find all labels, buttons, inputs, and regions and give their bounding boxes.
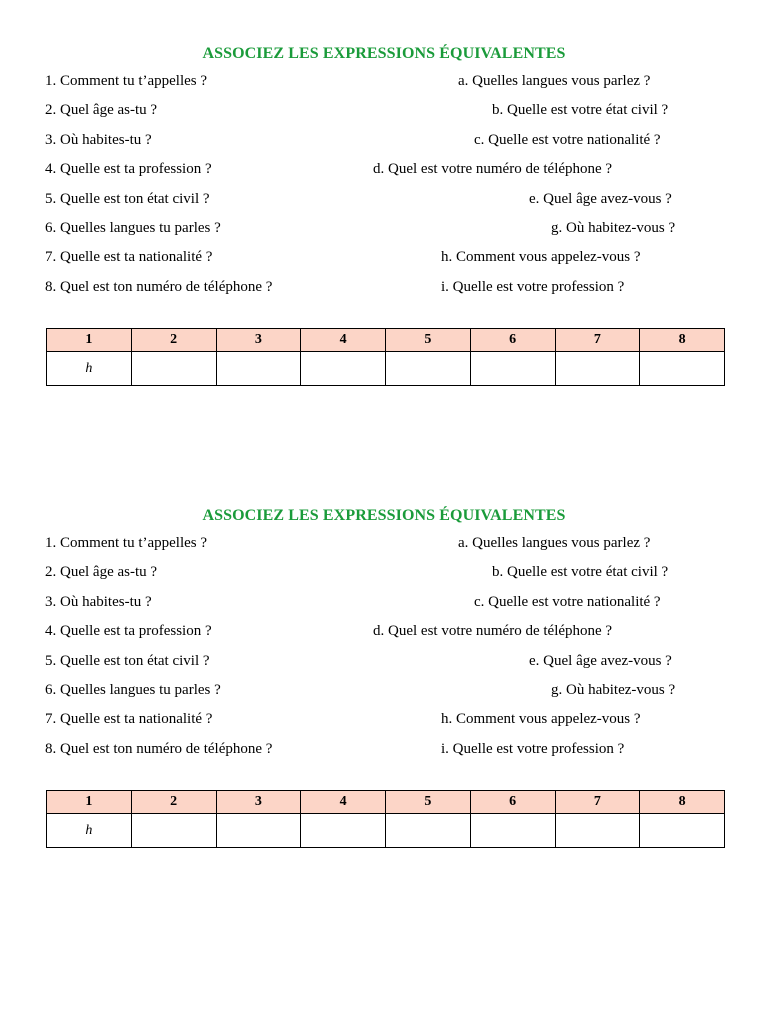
answer-grid-cell[interactable] — [640, 352, 725, 386]
answer-item: e. Quel âge avez-vous ? — [529, 652, 672, 669]
answer-grid-cell[interactable] — [216, 814, 301, 848]
matching-row — [0, 159, 768, 188]
matching-row — [0, 592, 768, 621]
answer-grid-cell[interactable] — [470, 814, 555, 848]
answer-grid-header-cell: 1 — [47, 791, 132, 814]
answer-item: h. Comment vous appelez-vous ? — [441, 249, 641, 266]
answer-grid — [46, 790, 725, 848]
matching-list — [0, 66, 768, 302]
question-item: 3. Où habites-tu ? — [45, 131, 152, 148]
question-item: 8. Quel est ton numéro de téléphone ? — [45, 740, 273, 757]
answer-item: d. Quel est votre numéro de téléphone ? — [373, 623, 613, 640]
question-item: 2. Quel âge as-tu ? — [45, 102, 158, 119]
question-item: 1. Comment tu t’appelles ? — [45, 73, 208, 89]
answer-grid-cell[interactable] — [555, 814, 640, 848]
question-item: 5. Quelle est ton état civil ? — [45, 652, 210, 669]
answer-item: c. Quelle est votre nationalité ? — [474, 593, 661, 610]
answer-grid-header-cell: 5 — [386, 791, 471, 814]
answer-grid-cell[interactable] — [301, 814, 386, 848]
exercise-2 — [0, 504, 768, 838]
matching-list — [0, 528, 768, 764]
answer-grid-cell[interactable] — [301, 352, 386, 386]
matching-row — [0, 247, 768, 276]
question-item: 5. Quelle est ton état civil ? — [45, 190, 210, 207]
answer-grid-cell[interactable] — [216, 352, 301, 386]
answer-grid-header-cell: 4 — [301, 791, 386, 814]
exercise-1 — [0, 42, 768, 376]
matching-row — [0, 218, 768, 247]
answer-grid-header-cell: 3 — [216, 329, 301, 352]
answer-grid-value-row — [47, 352, 725, 386]
matching-row — [0, 189, 768, 218]
answer-grid-cell[interactable] — [470, 352, 555, 386]
answer-grid-cell[interactable] — [131, 352, 216, 386]
answer-grid-cell[interactable] — [386, 814, 471, 848]
matching-row — [0, 709, 768, 738]
answer-grid-header-cell: 2 — [131, 791, 216, 814]
question-item: 6. Quelles langues tu parles ? — [45, 220, 221, 236]
answer-item: i. Quelle est votre profession ? — [441, 278, 625, 295]
answer-grid-cell[interactable]: h — [47, 814, 132, 848]
answer-grid-header-row — [47, 791, 725, 814]
answer-grid-header-cell: 7 — [555, 791, 640, 814]
question-item: 2. Quel âge as-tu ? — [45, 564, 158, 581]
exercise-title: ASSOCIEZ LES EXPRESSIONS ÉQUIVALENTES — [202, 45, 566, 62]
question-item: 7. Quelle est ta nationalité ? — [45, 711, 213, 728]
matching-row — [0, 621, 768, 650]
answer-grid-cell[interactable] — [386, 352, 471, 386]
answer-item: e. Quel âge avez-vous ? — [529, 190, 672, 207]
answer-grid-value-row — [47, 814, 725, 848]
answer-grid-cell[interactable]: h — [47, 352, 132, 386]
question-item: 8. Quel est ton numéro de téléphone ? — [45, 278, 273, 295]
exercise-title: ASSOCIEZ LES EXPRESSIONS ÉQUIVALENTES — [202, 507, 566, 524]
question-item: 7. Quelle est ta nationalité ? — [45, 249, 213, 266]
answer-grid-cell[interactable] — [640, 814, 725, 848]
matching-row — [0, 533, 768, 562]
answer-grid-cell[interactable] — [131, 814, 216, 848]
answer-grid-header-cell: 8 — [640, 791, 725, 814]
answer-grid-header-cell: 3 — [216, 791, 301, 814]
answer-grid-header-cell: 6 — [470, 329, 555, 352]
question-item: 1. Comment tu t’appelles ? — [45, 535, 208, 551]
answer-grid-cell[interactable] — [555, 352, 640, 386]
answer-item: i. Quelle est votre profession ? — [441, 740, 625, 757]
answer-item: b. Quelle est votre état civil ? — [492, 564, 669, 581]
matching-row — [0, 651, 768, 680]
matching-row — [0, 130, 768, 159]
matching-row — [0, 71, 768, 100]
answer-grid-header-row — [47, 329, 725, 352]
question-item: 4. Quelle est ta profession ? — [45, 623, 212, 640]
matching-row — [0, 277, 768, 306]
answer-item: g. Où habitez-vous ? — [551, 220, 676, 236]
answer-grid-header-cell: 8 — [640, 329, 725, 352]
question-item: 6. Quelles langues tu parles ? — [45, 682, 221, 698]
matching-row — [0, 680, 768, 709]
answer-item: b. Quelle est votre état civil ? — [492, 102, 669, 119]
matching-row — [0, 739, 768, 768]
answer-grid-header-cell: 5 — [386, 329, 471, 352]
question-item: 4. Quelle est ta profession ? — [45, 161, 212, 178]
answer-grid-header-cell: 6 — [470, 791, 555, 814]
answer-grid-header-cell: 4 — [301, 329, 386, 352]
answer-grid — [46, 328, 725, 386]
question-item: 3. Où habites-tu ? — [45, 593, 152, 610]
answer-item: a. Quelles langues vous parlez ? — [458, 73, 651, 89]
answer-item: d. Quel est votre numéro de téléphone ? — [373, 161, 613, 178]
matching-row — [0, 562, 768, 591]
answer-grid-header-cell: 7 — [555, 329, 640, 352]
answer-item: c. Quelle est votre nationalité ? — [474, 131, 661, 148]
answer-item: h. Comment vous appelez-vous ? — [441, 711, 641, 728]
answer-grid-header-cell: 1 — [47, 329, 132, 352]
answer-item: g. Où habitez-vous ? — [551, 682, 676, 698]
answer-item: a. Quelles langues vous parlez ? — [458, 535, 651, 551]
answer-grid-header-cell: 2 — [131, 329, 216, 352]
matching-row — [0, 100, 768, 129]
